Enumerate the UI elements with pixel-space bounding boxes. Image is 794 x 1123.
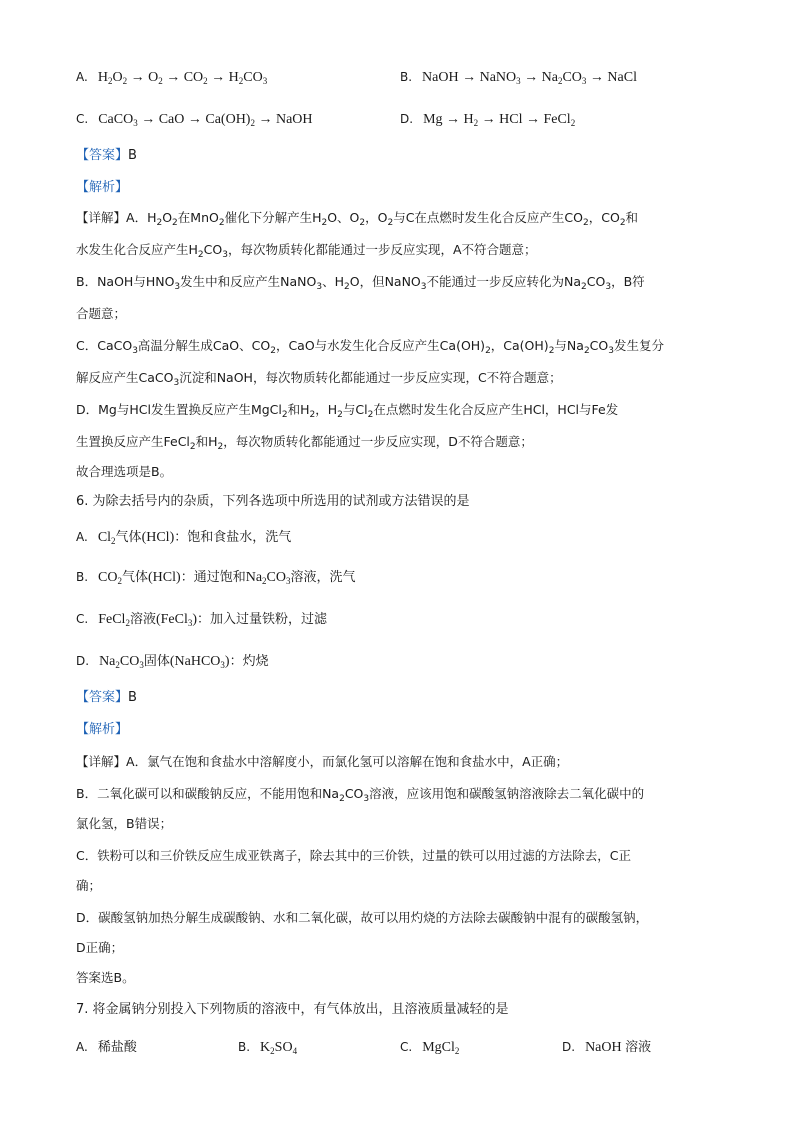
option-letter: B. [76,570,89,584]
detail-tag: 【详解】 [76,754,127,769]
q6-option-a [76,526,291,549]
q7-option-d [562,1036,651,1059]
q6-option-c-text: ：加入过量铁粉，过滤 [197,612,328,627]
detail-tag: 【详解】 [76,210,127,225]
q5-detail-line-7: D．Mg与HCl发生置换反应产生MgCl$_2$和$H_2$，$H_2$与$Cl_2$在点燃时发生化合反应产生HCl，HCl与Fe发 [76,402,619,420]
q6-option-b [76,566,356,589]
detail-text: A．$H_2O_2$在MnO$_2$催化下分解产生$H_2O$、$O_2$，$O_2$与C在点燃时发生化合反应产生$CO_2$，$CO_2$和 [126,210,639,228]
q6-detail-line-1 [76,752,721,772]
q6-detail-line-7: D正确； [76,940,124,955]
option-letter: D. [76,654,90,668]
q6-option-a-text: ：饱和食盐水，洗气 [174,530,292,545]
detail-text: B．二氧化碳可以和碳酸钠反应，不能用饱和 [76,786,323,801]
q6-stem: 6. 为除去括号内的杂质，下列各选项中所选用的试剂或方法错误的是 [76,494,470,509]
option-letter: A. [76,530,88,544]
q6-detail-line-3: 氯化氢，B错误； [76,816,173,831]
q5-detail-line-4: 合题意； [76,306,127,321]
q6-detail-line-5: 确； [76,878,102,893]
option-letter: C. [400,1040,413,1054]
option-letter: A. [76,1040,88,1054]
q7-option-a [76,1036,137,1059]
answer-tag: 【答案】 [76,148,129,163]
answer-tag: 【答案】 [76,690,129,705]
q7-option-b-formula: $K_2SO_4$ [260,1040,298,1056]
q7-option-d-text: 溶液 [625,1040,652,1055]
q5-answer [76,146,137,166]
q5-option-b-formula: NaOH → NaNO$_3$ → $Na_2CO_3$ → NaCl [422,70,637,86]
q6-option-d-text: ：灼烧 [229,654,269,669]
option-letter: B. [400,70,413,84]
option-letter: C. [76,612,89,626]
q6-detail-line-2: B．二氧化碳可以和碳酸钠反应，不能用饱和$Na_2CO_3$溶液，应该用饱和碳酸氢钠溶液除去二氧化碳中的 [76,786,645,804]
detail-text: 溶液，应该用饱和碳酸氢钠溶液除去二氧化碳中的 [369,786,645,801]
q5-conclusion: 故合理选项是B。 [76,464,173,479]
q6-option-c [76,608,327,631]
q6-conclusion: 答案选B。 [76,970,135,985]
q5-option-c-formula: CaCO$_3$ → CaO → $Ca(OH)_2$ → NaOH [98,112,313,128]
q5-detail-line-1 [76,208,721,228]
q6-answer [76,688,137,708]
q7-option-a-text: 稀盐酸 [97,1040,137,1055]
q6-option-b-text2: 溶液，洗气 [290,570,356,585]
detail-text: A．氯气在饱和食盐水中溶解度小，而氯化氢可以溶解在饱和食盐水中，A正确； [126,754,569,769]
q5-detail-line-3: B．NaOH与$HNO_3$发生中和反应产生NaNO$_3$、$H_2O$，但NaNO$_3$不能通过一步反应转化为$Na_2CO_3$，B符 [76,274,645,292]
q7-option-c [400,1036,459,1059]
q5-option-a [76,66,267,89]
q5-option-d [400,108,575,131]
q6-analysis-tag [76,720,128,740]
option-letter: A. [76,70,88,84]
q6-option-d [76,650,269,673]
q6-option-b-formula: $CO_2$气体(HCl) [98,570,181,586]
q7-option-d-formula: NaOH [585,1040,622,1055]
q7-option-c-formula: MgCl$_2$ [422,1040,460,1056]
answer-value: B [128,690,137,705]
q5-detail-line-2: 水发生化合反应产生$H_2CO_3$，每次物质转化都能通过一步反应实现，A不符合题意； [76,242,537,260]
q5-detail-line-6: 解反应产生CaCO$_3$沉淀和NaOH，每次物质转化都能通过一步反应实现，C不符合题意； [76,370,562,388]
q5-detail-line-5: C．CaCO$_3$高温分解生成CaO、$CO_2$，CaO与水发生化合反应产生$Ca(OH)_2$，$Ca(OH)_2$与$Na_2CO_3$发生复分 [76,338,664,356]
q5-option-a-formula: $H_2O_2 \to O_2 \to CO_2 \to H_2CO_3$ [97,70,268,86]
q6-detail-line-6: D．碳酸氢钠加热分解生成碳酸钠、水和二氧化碳，故可以用灼烧的方法除去碳酸钠中混有的碳酸氢钠， [76,910,649,925]
option-letter: B. [238,1040,251,1054]
q5-detail-line-8: 生置换反应产生FeCl$_2$和$H_2$，每次物质转化都能通过一步反应实现，D不符合题意； [76,434,533,452]
option-letter: D. [562,1040,576,1054]
q5-option-d-formula: $Mg \to H_2$ → HCl → FeCl$_2$ [423,112,576,128]
q7-stem: 7. 将金属钠分别投入下列物质的溶液中，有气体放出，且溶液质量减轻的是 [76,1002,509,1017]
analysis-tag: 【解析】 [76,722,129,737]
q5-option-c [76,108,313,131]
q5-analysis-tag [76,178,128,198]
option-letter: C. [76,112,89,126]
q7-option-b [238,1036,297,1059]
analysis-tag: 【解析】 [76,180,129,195]
answer-value: B [128,148,137,163]
q6-option-a-formula: $Cl_2$气体(HCl) [97,530,175,546]
q6-option-b-reagent: $Na_2CO_3$ [245,570,291,586]
q6-option-d-formula: $Na_2CO_3$固体(NaHCO$_3$) [99,654,230,670]
q6-detail-line-4: C．铁粉可以和三价铁反应生成亚铁离子，除去其中的三价铁，过量的铁可以用过滤的方法除去，C正 [76,848,631,863]
q6-option-b-text: ：通过饱和 [180,570,246,585]
q5-option-b [400,66,637,89]
q6-option-c-formula: FeCl$_2$溶液(FeCl$_3$) [98,612,198,628]
option-letter: D. [400,112,414,126]
